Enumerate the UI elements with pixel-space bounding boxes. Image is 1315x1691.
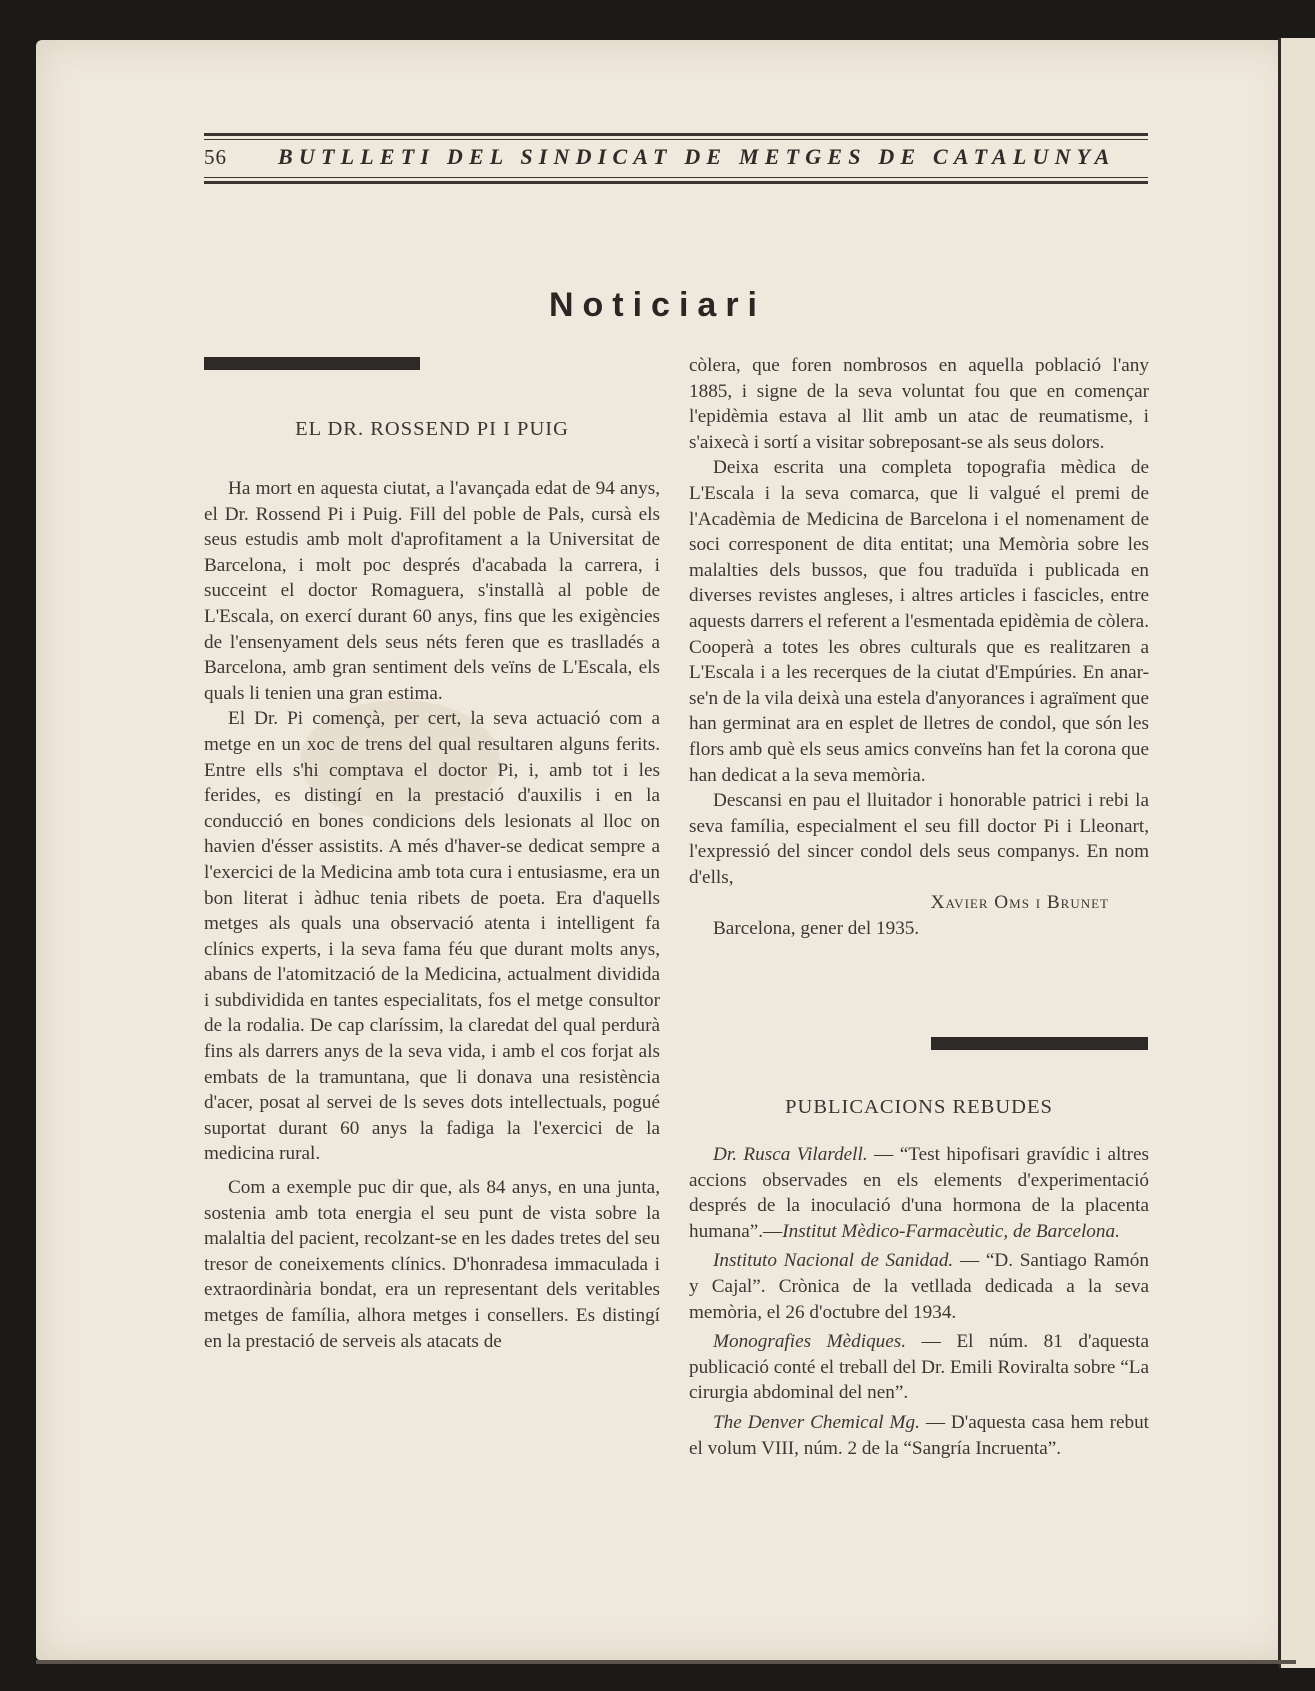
publication-source: The Denver Chemical Mg. [713, 1411, 920, 1433]
header-rule [204, 177, 1148, 178]
obituary-paragraph: Com a exemple puc dir que, als 84 anys, en una junta, sostenia amb tota energia el seu punt de vista sobre la malaltia del pacient, recolzant-se en les dades tretes del seu tresor de coneixements clínics. D'honradesa immaculada i extraordinària bondat, era un representant dels veritables metges de família, alhora metges i consellers. Es distingí en la prestació de serveis als atacats de [204, 1177, 660, 1352]
header-rule [204, 139, 1148, 140]
header-rule [204, 181, 1148, 184]
obituary-paragraph: Descansi en pau el lluitador i honorable patrici i rebi la seva família, especialment el seu fill doctor Pi i Lleonart, l'expressió del sincer condol dels seus companys. En nom d'ells, [689, 790, 1149, 888]
author-signature: Xavier Oms i Brunet [930, 892, 1109, 914]
publication-text: — D'aquesta casa hem rebut el volum VIII, núm. 2 de la “Sangría Incruenta”. [689, 1411, 1149, 1459]
publication-entry [689, 1329, 1149, 1406]
publication-text: — “Test hipofisari gravídic i altres accions observades en els elements d'experimentació després de la inoculació d'una hormona de la placenta humana”.— [689, 1144, 1149, 1242]
dateline: Barcelona, gener del 1935. [713, 918, 920, 940]
left-column [204, 476, 660, 1354]
publication-entry [689, 1248, 1149, 1325]
obituary-heading: EL DR. ROSSEND PI I PUIG [295, 418, 569, 440]
publications-heading: PUBLICACIONS REBUDES [785, 1096, 1053, 1118]
next-page-edge [1278, 38, 1315, 1668]
obituary-paragraph: còlera, que foren nombrosos en aquella població l'any 1885, i signe de la seva voluntat fou que en començar l'epidèmia estava al llit amb un atac de reumatisme, i s'aixecà i sortí a visitar sobreposant-se als seus dolors. [689, 355, 1149, 453]
publication-source: Instituto Nacional de Sanidad. [713, 1250, 954, 1272]
publications-list [689, 1142, 1149, 1465]
publication-entry [689, 1142, 1149, 1244]
publication-publisher: Institut Mèdico-Farmacèutic, de Barcelona. [782, 1220, 1120, 1242]
running-header: BUTLLETI DEL SINDICAT DE METGES DE CATALUNYA [278, 144, 1116, 169]
page-bottom-edge [36, 1660, 1296, 1664]
obituary-paragraph: Deixa escrita una completa topografia mèdica de L'Escala i la seva comarca, que li valgué el premi de l'Acadèmia de Medicina de Barcelona i el nomenament de soci corresponent de dita entitat; una Memòria sobre les malalties dels bussos, que fou traduïda i publicada en diverses revistes angleses, i altres articles i fascicles, entre aquests darrers el referent a l'esmentada epidèmia de còlera. Cooperà a totes les obres culturals que es realitzaren a L'Escala i a les recerques de la ciutat d'Empúries. En anar-se'n de la vila deixà una estela d'anyorances i agraïment que han germinat ara en esplet de lletres de condol, que són les flors amb què els seus amics conveïns han fet la corona que han dedicat a la seva memòria. [689, 457, 1149, 786]
publication-source: Monografies Mèdiques. [713, 1331, 907, 1353]
publication-entry [689, 1410, 1149, 1461]
publication-text: — “D. Santiago Ramón y Cajal”. Crònica de la vetllada dedicada a la seva memòria, el 26 d'octubre del 1934. [689, 1250, 1149, 1323]
page-number: 56 [204, 145, 227, 169]
section-title: Noticiari [548, 286, 767, 324]
header-rule [204, 133, 1148, 136]
section-divider-bar [204, 357, 420, 370]
obituary-paragraph: Ha mort en aquesta ciutat, a l'avançada edat de 94 anys, el Dr. Rossend Pi i Puig. Fill del poble de Pals, cursà els seus estudis amb molt d'aprofitament a la Universitat de Barcelona, i molt poc després d'acabada la carrera, i succeint el doctor Romaguera, s'installà al poble de L'Escala, on exercí durant 60 anys, fins que les exigències de l'ensenyament dels seus néts feren que es traslladés a Barcelona, amb gran sentiment dels veïns de L'Escala, els quals li tenien una gran estima. [204, 478, 660, 704]
right-column [689, 353, 1149, 942]
publication-source: Dr. Rusca Vilardell. [713, 1144, 868, 1165]
obituary-paragraph: El Dr. Pi començà, per cert, la seva actuació com a metge en un xoc de trens del qual resultaren alguns ferits. Entre ells s'hi comptava el doctor Pi, i, amb tot i les ferides, es distingí en la prestació d'auxilis i en la conducció en bones condicions dels lesionats al lloc on havien d'ésser assistits. A més d'haver-se dedicat sempre a l'exercici de la Medicina amb tota cura i entusiasme, era un bon literat i àdhuc tenia ribets de poeta. Era d'aquells metges als quals una observació atenta i intelligent fa clínics experts, i la seva fama féu que durant molts anys, abans de l'atomització de la Medicina, actualment dividida i subdividida en tantes especialitats, fos el metge consultor de la rodalia. De cap claríssim, la claredat del qual perdurà fins als darrers anys de la seva vida, i amb el cos forjat als embats de la tramuntana, que li donava una resistència d'acer, posat al servei de ls seves dots intellectuals, pogué suportat durant 60 anys la fadiga la l'exercici de la medicina rural. [204, 708, 660, 1165]
publication-text: — El núm. 81 d'aquesta publicació conté el treball del Dr. Emili Roviralta sobre “La cirurgia abdominal del nen”. [689, 1331, 1149, 1404]
section-divider-bar [931, 1037, 1148, 1050]
